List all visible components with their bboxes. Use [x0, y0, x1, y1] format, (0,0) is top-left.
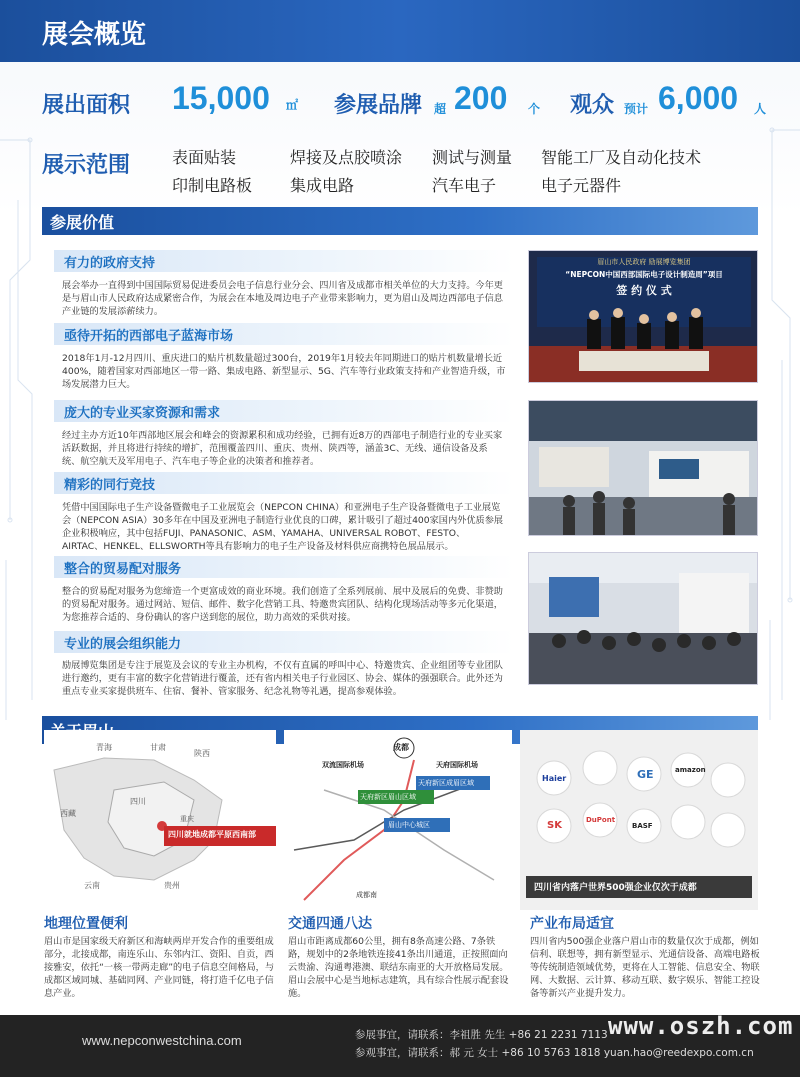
value-item-heading	[54, 472, 514, 494]
value-heading-text: 整合的贸易配对服务	[64, 562, 182, 577]
scope-item: 电子元器件	[541, 176, 622, 195]
visitors-prefix: 预计	[624, 102, 649, 116]
visitors-unit: 人	[754, 102, 767, 116]
footer-website[interactable]: www.nepconwestchina.com	[82, 1033, 242, 1048]
sichuan-map-image	[44, 730, 276, 910]
about-col-title: 产业布局适宜	[530, 916, 614, 932]
area-unit: ㎡	[286, 98, 299, 112]
scope-item: 表面贴装	[172, 148, 237, 167]
value-heading-text: 亟待开拓的西部电子蓝海市场	[64, 329, 234, 344]
value-section-title: 参展价值	[50, 213, 115, 232]
map2-zone1: 天府新区眉山区域	[360, 793, 416, 801]
value-item-heading	[54, 323, 514, 345]
about-col-text: 眉山市是国家级天府新区和海峡两岸开发合作的重要组成部分，北接成都，南连乐山、东邻内江、资阳、自贡，西接雅安，依托“一核一带两走廊”的电子信息空间格局，与成都区域同城、基础同网、产业同链，将打造千亿电子信息产业。	[44, 936, 275, 999]
crowd-photo	[528, 552, 758, 685]
map2-south: 成都南	[356, 891, 377, 899]
exhibition-hall-image	[529, 401, 758, 536]
logo-haier: Haier	[542, 774, 567, 783]
logo-wall-banner: 四川省内落户世界500强企业仅次于成都	[534, 883, 697, 893]
value-item-heading	[54, 556, 514, 578]
signing-banner-line3: 签 约 仪 式	[616, 284, 672, 297]
value-item-text: 2018年1月-12月四川、重庆进口的贴片机数量超过300台，2019年1月较去年同期进口的贴片机数量增长近400%，随着国家对西部地区一带一路、集成电路、新型显示、5G、汽车等行业政策支持和产业智造升级，市场发展潜力巨大。	[62, 353, 506, 390]
crowd-image	[529, 553, 758, 685]
header-band	[0, 0, 800, 62]
scope-item: 印制电路板	[172, 176, 253, 195]
map-label-yunnan: 云南	[84, 881, 100, 890]
value-item-text: 凭借中国国际电子生产设备暨微电子工业展览会（NEPCON CHINA）和亚洲电子生产设备暨微电子工业展览会（NEPCON ASIA）30多年在中国及亚洲电子制造行业优良的口碑，累计吸引了超过400家国内外优质参展企业积极响应，其中包括FUJI、PANASONIC、ASM、YAMAHA、UNIVERSAL ROBOT、FESTO、AIRTAC、HENKEL、ELLSWORTH等具有影响力的电子生产设备及材料供应商携特色展品展示。	[62, 502, 504, 552]
brands-unit: 个	[528, 102, 541, 116]
transport-map	[284, 730, 512, 910]
value-heading-text: 有力的政府支持	[64, 256, 156, 271]
map-label-qinghai: 青海	[96, 743, 112, 752]
scope-item: 测试与测量	[432, 148, 513, 167]
value-item-text: 整合的贸易配对服务为您缔造一个更富成效的商业环境。我们创造了全系列展前、展中及展后的免费、非赞助的贸易配对服务。通过网站、短信、邮件、数字化营销工具、特邀贵宾团队、结构化现场活动等多元化渠道，为您推荐合适的、身份确认的客户送到您的展位，助力高效的采供对接。	[62, 586, 503, 623]
signing-ceremony-photo	[528, 250, 758, 383]
brands-value: 200	[454, 80, 508, 116]
scope-item: 智能工厂及自动化技术	[541, 148, 702, 167]
logo-sk: SK	[547, 820, 562, 831]
value-item-text: 经过主办方近10年西部地区展会和峰会的资源累积和成功经验，已拥有近8万的西部电子制造行业的专业买家活跃数据，并且将进行持续的增扩，范围覆盖四川、重庆、贵州、陕西等，涵盖3C、无线、通信设备及系统、航空航天及军用电子、汽车电子等企业的决策者和推荐者。	[62, 430, 503, 467]
map-label-shaanxi: 陕西	[194, 749, 210, 758]
page-title: 展会概览	[42, 20, 147, 50]
logo-basf: BASF	[632, 822, 653, 830]
value-heading-text: 精彩的同行竞技	[64, 478, 156, 493]
map2-center: 眉山中心城区	[388, 821, 430, 829]
visitors-label: 观众	[570, 93, 615, 118]
visitors-value: 6,000	[658, 80, 739, 116]
about-col-text: 眉山市距离成都60公里，拥有8条高速公路、7条铁路，规划中的2条地铁连接41条出川通道，正按照面向云贵渝、沟通粤港澳、联结东南亚的大开放格局发展。眉山会展中心是当地标志建筑，具有综合性展示配套设施。	[288, 936, 509, 999]
footer-exhibit-contact: 参展事宜，请联系：李祖胜 先生 +86 21 2231 7113	[355, 1029, 608, 1041]
logo-ge: GE	[637, 768, 654, 781]
map-label-guizhou: 贵州	[164, 881, 180, 890]
area-label: 展出面积	[42, 93, 131, 118]
about-col-title: 地理位置便利	[44, 916, 128, 932]
scope-label: 展示范围	[42, 153, 131, 178]
value-item-text: 展会举办一直得到中国国际贸易促进委员会电子信息行业分会、四川省及成都市相关单位的大力支持。今年更是与眉山市人民政府达成紧密合作，为展会在本地及周边电子产业带来影响力，更为眉山及周边西部电子信息产业链的发展添薪续力。	[62, 280, 503, 317]
signing-banner-line2: “NEPCON中国西部国际电子设计制造周”项目	[565, 270, 723, 279]
map2-city: 成都	[393, 743, 409, 752]
logo-dupont: DuPont	[586, 816, 616, 824]
value-section-header	[42, 207, 758, 235]
about-col-text: 四川省内500强企业落户眉山市的数量仅次于成都，例如信利、联想等，拥有新型显示、光通信设备、高端电路板等传统制造领域优势，更将在人工智能、信息安全、物联网、大数据、云计算、移动互联、数字娱乐、智能工控设备等新兴产业提升发力。	[530, 936, 760, 999]
value-item-text: 励展博览集团是专注于展览及会议的专业主办机构，不仅有直属的呼叫中心、特邀贵宾、企业组团等专业团队进行邀约，更有丰富的数字化营销进行覆盖，还有省内相关电子行业园区、协会、媒体的强强联合。此外还为重点专业买家提供班车、住宿、餐补、管家服务、纪念礼物等礼遇，提高参观体验。	[62, 660, 503, 697]
map-label-gansu: 甘肃	[150, 743, 166, 752]
map2-zone2: 天府新区成眉区域	[418, 779, 474, 787]
scope-item: 焊接及点胶喷涂	[290, 148, 403, 167]
scope-item: 集成电路	[290, 176, 355, 195]
about-col-title: 交通四通八达	[288, 916, 372, 932]
scope-item: 汽车电子	[432, 176, 497, 195]
brands-label: 参展品牌	[334, 93, 423, 118]
map2-airport2: 天府国际机场	[436, 761, 478, 769]
watermark: www.oszh.com	[608, 1012, 794, 1040]
brands-prefix: 超	[434, 102, 447, 116]
exhibition-hall-photo	[528, 400, 758, 536]
area-value: 15,000	[172, 80, 270, 116]
map1-banner: 四川就地成都平原西南部	[168, 830, 256, 839]
value-heading-text: 专业的展会组织能力	[64, 637, 182, 652]
map-label-sichuan: 四川	[130, 797, 146, 806]
sichuan-map	[44, 730, 276, 910]
map-label-tibet: 西藏	[60, 809, 76, 818]
signing-banner-line1: 眉山市人民政府 励展博览集团	[597, 258, 691, 266]
map2-airport1: 双流国际机场	[322, 761, 364, 769]
logo-amazon: amazon	[675, 766, 706, 774]
value-item-heading	[54, 250, 514, 272]
value-heading-text: 庞大的专业买家资源和需求	[64, 406, 221, 421]
value-item-heading	[54, 400, 514, 422]
map-label-chongqing: 重庆	[180, 815, 194, 823]
value-item-heading	[54, 631, 514, 653]
footer-visit-contact: 参观事宜，请联系：郝 元 女士 +86 10 5763 1818 yuan.hao@reedexpo.com.cn	[355, 1047, 754, 1059]
logo-wall	[520, 730, 758, 910]
stats-row	[42, 80, 772, 124]
